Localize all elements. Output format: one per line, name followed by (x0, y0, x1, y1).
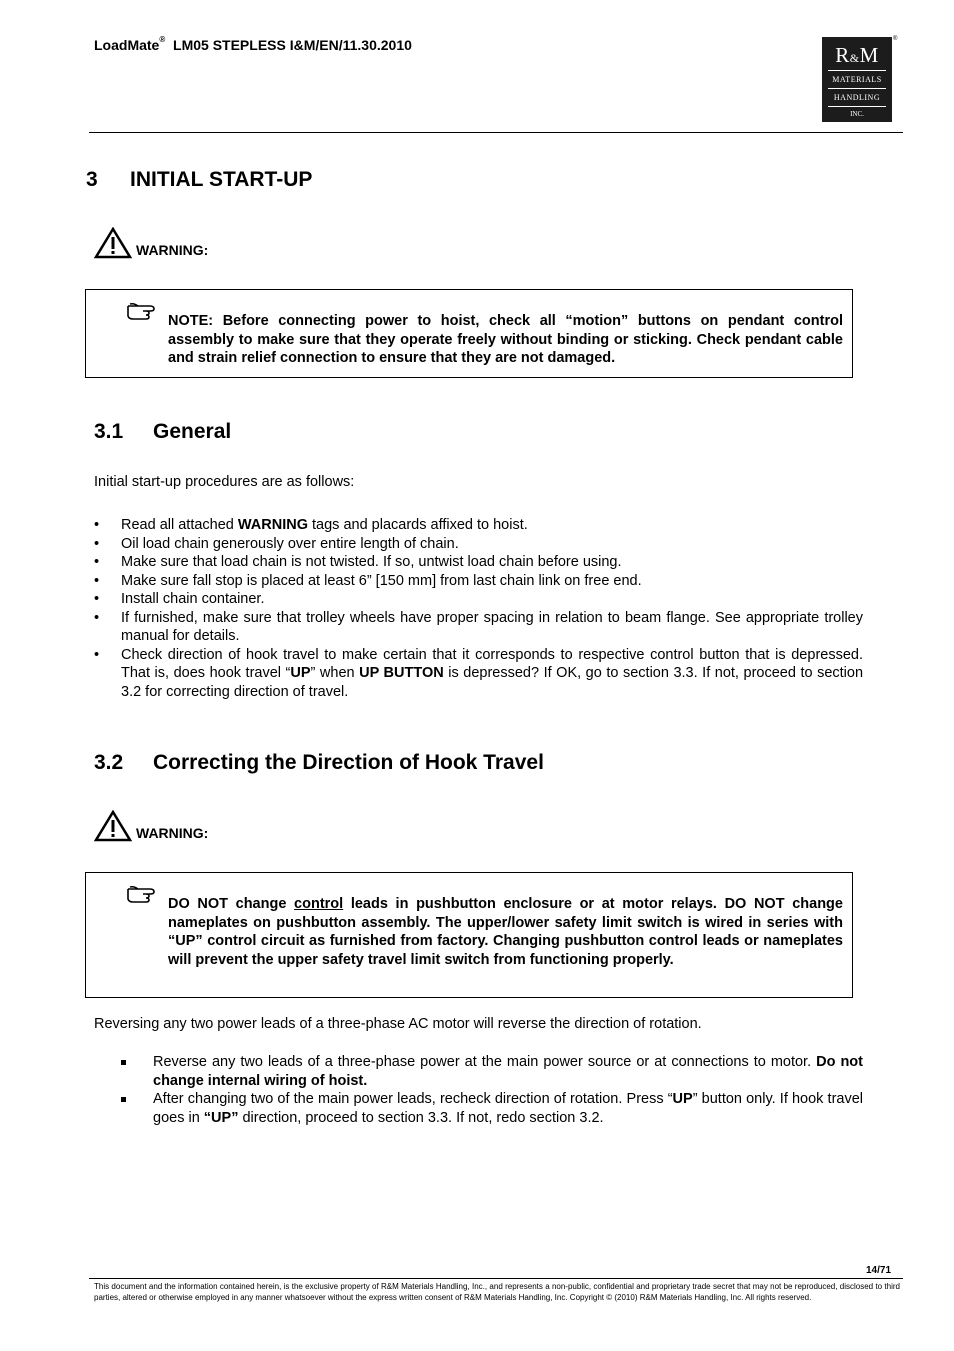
reverse-paragraph: Reversing any two power leads of a three-phase AC motor will reverse the direction of rotation. (94, 1016, 702, 1032)
footer-disclaimer: This document and the information contained herein, is the exclusive property of R&M Materials Handling, Inc., and represents a non-public, confidential and proprietary trade secret that may not be reproduced, disclosed to third parties, altered or otherwise employed in any manner whatsoever without the express written consent of R&M Materials Handling, Inc. Copyright © (2010) R&M Materials Handling, Inc. All rights reserved. (94, 1282, 900, 1302)
section-heading: 3.2 Correcting the Direction of Hook Travel (94, 751, 544, 774)
registered-mark: ® (159, 35, 166, 44)
list-item: After changing two of the main power leads, recheck direction of rotation. Press “UP” button only. If hook travel goes in “UP” direction, proceed to section 3.3. If not, redo section 3.2. (121, 1090, 863, 1127)
doc-reference: LM05 STEPLESS I&M/EN/11.30.2010 (173, 37, 412, 53)
intro-paragraph: Initial start-up procedures are as follows: (94, 474, 355, 490)
warning-triangle-icon (94, 810, 132, 842)
procedure-list (94, 516, 863, 701)
reverse-steps-list (121, 1053, 863, 1127)
list-item: • If furnished, make sure that trolley wheels have proper spacing in relation to beam flange. See appropriate trolley manual for details. (94, 609, 863, 644)
section-heading: 3.1 General (94, 420, 232, 443)
header-divider (89, 132, 903, 133)
warning-label: WARNING: (94, 810, 208, 842)
list-item: • Read all attached WARNING tags and placards affixed to hoist. (94, 517, 528, 533)
document-header (94, 37, 412, 53)
list-item: • Check direction of hook travel to make certain that it corresponds to respective control button that is depressed. That is, does hook travel “UP” when UP BUTTON is depressed? If OK, go to section 3.3. If not, proceed to section 3.2 for correcting direction of travel. (94, 646, 864, 700)
page-number: 14/71 (866, 1265, 892, 1276)
warning-label: WARNING: (94, 227, 208, 259)
note-box (85, 872, 853, 998)
list-item: Reverse any two leads of a three-phase power at the main power source or at connections to motor. Do not change internal wiring of hoist. (121, 1053, 863, 1090)
company-logo: R&M MATERIALS HANDLING INC. (822, 37, 892, 122)
note-box (85, 289, 853, 378)
footer-divider (89, 1278, 903, 1279)
warning-triangle-icon (94, 227, 132, 259)
brand-name: LoadMate (94, 37, 160, 53)
list-item: • Make sure fall stop is placed at least 6” [150 mm] from last chain link on free end. (94, 572, 642, 589)
pointing-hand-icon (126, 300, 162, 322)
logo-registered-mark: ® (893, 36, 898, 42)
pointing-hand-icon (126, 883, 162, 905)
list-item: • Oil load chain generously over entire length of chain. (94, 535, 459, 552)
note-text: DO NOT change control leads in pushbutton enclosure or at motor relays. DO NOT change nameplates on pushbutton assembly. The upper/lower safety limit switch is wired in series with “UP” control circuit as furnished from factory. Changing pushbutton control leads or nameplates will prevent the upper safety travel limit switch from functioning properly. (168, 896, 843, 968)
note-text: NOTE: Before connecting power to hoist, check all “motion” buttons on pendant control assembly to make sure that they operate freely without binding or sticking. Check pendant cable and strain relief connection to ensure that they are not damaged. (168, 313, 843, 366)
list-item: • Make sure that load chain is not twisted. If so, untwist load chain before using. (94, 554, 622, 570)
list-item: • Install chain container. (94, 591, 265, 607)
section-heading: 3 INITIAL START-UP (86, 168, 313, 191)
